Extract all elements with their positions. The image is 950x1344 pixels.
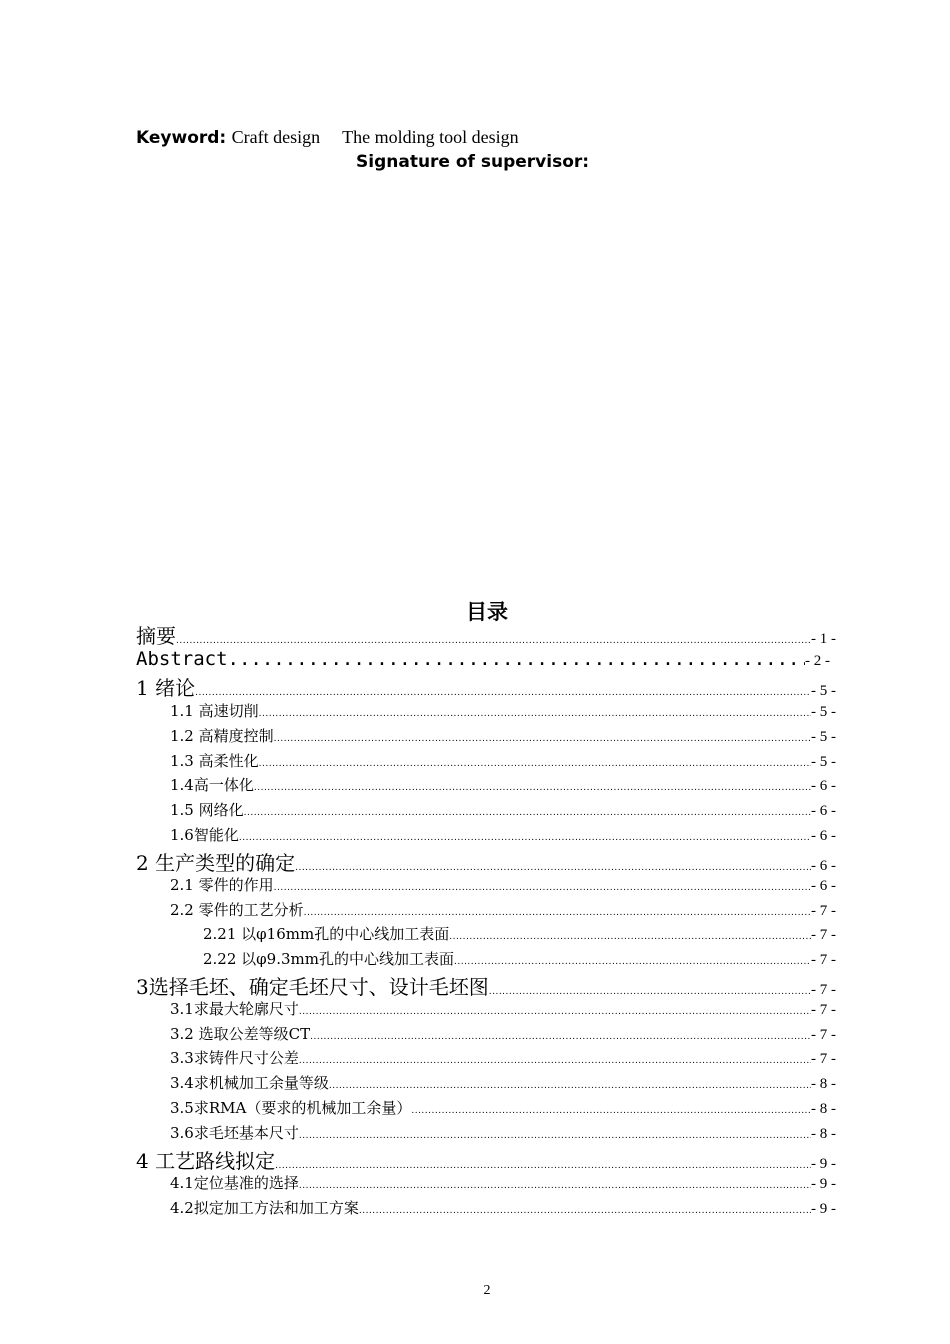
- toc-entry-page: - 9 -: [811, 1201, 836, 1217]
- toc-entry[interactable]: [170, 725, 836, 746]
- toc-entry[interactable]: [136, 620, 836, 649]
- toc-entry-page: - 7 -: [811, 1002, 836, 1018]
- toc-entry[interactable]: [170, 998, 836, 1019]
- toc-leader-dots: [254, 783, 811, 793]
- toc-entry-page: - 6 -: [811, 878, 836, 894]
- toc-entry[interactable]: [136, 847, 836, 876]
- toc-entry-page: - 8 -: [811, 1076, 836, 1092]
- toc-leader-dots: [259, 709, 811, 719]
- toc-leader-dots: [329, 1081, 811, 1091]
- toc-entry[interactable]: [136, 971, 836, 1000]
- toc-entry-page: - 6 -: [811, 803, 836, 819]
- toc-entry[interactable]: [170, 1197, 836, 1218]
- toc-entry-text: 1.2 高精度控制: [170, 727, 274, 745]
- toc-entry[interactable]: [203, 923, 836, 944]
- toc-leader-dots: [299, 1181, 811, 1191]
- toc-entry-page: - 5 -: [811, 704, 836, 720]
- toc-entry-page: - 8 -: [811, 1101, 836, 1117]
- toc-leader-dots: [275, 1161, 811, 1171]
- toc-leader-dots: [299, 1131, 811, 1141]
- toc-entry-text: 2 生产类型的确定: [136, 851, 296, 875]
- toc-entry[interactable]: [170, 1097, 836, 1118]
- toc-entry-page: - 7 -: [811, 903, 836, 919]
- toc-entry-text: 3.2 选取公差等级CT: [170, 1025, 311, 1043]
- keyword-line: [136, 126, 519, 149]
- toc-entry-text: 1.5 网络化: [170, 801, 244, 819]
- toc-leader-dots: [310, 1032, 811, 1042]
- toc-entry-page: - 6 -: [811, 828, 836, 844]
- toc-entry-page: - 6 -: [811, 858, 836, 874]
- toc-entry[interactable]: [136, 672, 836, 701]
- toc-leader-dots: [411, 1106, 811, 1116]
- toc-entry-text: 2.21 以φ16mm孔的中心线加工表面: [203, 925, 450, 943]
- toc-entry[interactable]: [170, 750, 836, 771]
- toc-title: 目录: [466, 600, 508, 624]
- toc-entry[interactable]: [170, 1023, 836, 1044]
- toc-leader-dots: [295, 863, 811, 873]
- toc-entry[interactable]: [170, 1172, 836, 1193]
- toc-leader-dots: [359, 1206, 811, 1216]
- toc-entry[interactable]: [136, 648, 830, 670]
- toc-entry-text: Abstract: [136, 648, 228, 670]
- toc-entry-page: - 9 -: [811, 1156, 836, 1172]
- toc-entry-page: - 2 -: [805, 653, 830, 669]
- toc-entry-text: 4.1定位基准的选择: [170, 1174, 299, 1192]
- toc-leader-dots: [274, 734, 811, 744]
- toc-entry[interactable]: [136, 1145, 836, 1174]
- toc-entry-page: - 7 -: [811, 1027, 836, 1043]
- toc-leader-dots: [299, 1056, 811, 1066]
- toc-entry-page: - 7 -: [811, 982, 836, 998]
- toc-entry[interactable]: [170, 1047, 836, 1068]
- toc-entry-page: - 5 -: [811, 683, 836, 699]
- toc-entry-text: 3.6求毛坯基本尺寸: [170, 1124, 299, 1142]
- toc-leader-dots: [239, 833, 811, 843]
- toc-entry-page: - 7 -: [811, 1051, 836, 1067]
- toc-leader-dots: [244, 808, 811, 818]
- toc-entry[interactable]: [170, 1122, 836, 1143]
- toc-leader-dots: [299, 1007, 811, 1017]
- toc-entry-text: 1 绪论: [136, 676, 196, 700]
- toc-entry-page: - 1 -: [811, 631, 836, 647]
- toc-entry-text: 3.5求RMA（要求的机械加工余量）: [170, 1099, 412, 1117]
- toc-entry-text: 2.22 以φ9.3mm孔的中心线加工表面: [203, 950, 454, 968]
- toc-entry-text: 1.1 高速切削: [170, 702, 259, 720]
- toc-entry-text: 2.2 零件的工艺分析: [170, 901, 304, 919]
- toc-entry-text: 3.1求最大轮廓尺寸: [170, 1000, 299, 1018]
- toc-entry-page: - 5 -: [811, 754, 836, 770]
- toc-entry-page: - 5 -: [811, 729, 836, 745]
- supervisor-signature-label: Signature of supervisor:: [356, 152, 590, 172]
- toc-entry[interactable]: [170, 799, 836, 820]
- toc-leader-dots: [176, 636, 811, 646]
- toc-entry-text: 3.4求机械加工余量等级: [170, 1074, 329, 1092]
- toc-entry-text: 2.1 零件的作用: [170, 876, 274, 894]
- toc-entry-page: - 7 -: [811, 927, 836, 943]
- toc-entry-text: 摘要: [136, 624, 176, 648]
- toc-leader-dots: [449, 932, 811, 942]
- toc-entry[interactable]: [170, 774, 836, 795]
- toc-entry[interactable]: [170, 700, 836, 721]
- toc-entry-page: - 8 -: [811, 1126, 836, 1142]
- toc-entry[interactable]: [170, 1072, 836, 1093]
- toc-entry-text: 1.6智能化: [170, 826, 239, 844]
- toc-leader-dots: [259, 759, 811, 769]
- toc-entry-page: - 7 -: [811, 952, 836, 968]
- keyword-item: The molding tool design: [342, 127, 519, 147]
- toc-entry[interactable]: [170, 824, 836, 845]
- toc-leader-dots: [454, 957, 811, 967]
- toc-entry-text: 3选择毛坯、确定毛坯尺寸、设计毛坯图: [136, 975, 489, 999]
- toc-leader-dots: [274, 883, 811, 893]
- keyword-item: Craft design: [231, 127, 321, 147]
- toc-leader-dots: [489, 987, 811, 997]
- toc-entry-text: 4 工艺路线拟定: [136, 1149, 276, 1173]
- toc-entry-text: 3.3求铸件尺寸公差: [170, 1049, 299, 1067]
- toc-entry-text: 4.2拟定加工方法和加工方案: [170, 1199, 359, 1217]
- toc-leader-dots: [304, 908, 811, 918]
- toc-entry[interactable]: [170, 874, 836, 895]
- keyword-label: Keyword:: [136, 128, 227, 148]
- toc-entry-page: - 9 -: [811, 1176, 836, 1192]
- toc-leader-dots: [195, 688, 811, 698]
- page-number: 2: [483, 1283, 491, 1298]
- toc-entry[interactable]: [170, 899, 836, 920]
- toc-entry[interactable]: [203, 948, 836, 969]
- toc-entry-page: - 6 -: [811, 778, 836, 794]
- toc-leader-dots: [228, 648, 805, 670]
- toc-entry-text: 1.4高一体化: [170, 776, 254, 794]
- toc-entry-text: 1.3 高柔性化: [170, 752, 259, 770]
